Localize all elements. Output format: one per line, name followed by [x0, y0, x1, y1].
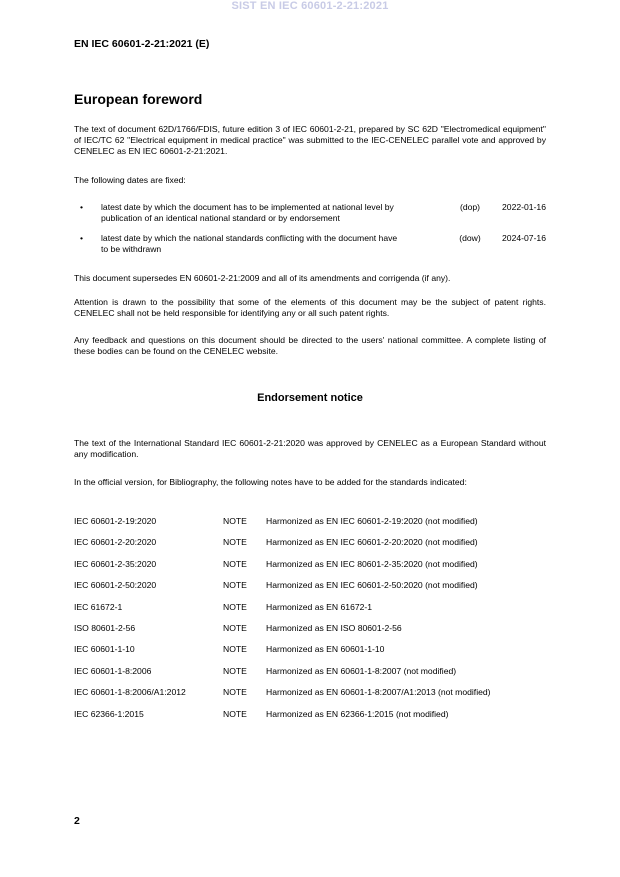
- standard-id: ISO 80601-2-56: [74, 622, 136, 633]
- standard-id: IEC 62366-1:2015: [74, 708, 144, 719]
- note-label: NOTE: [223, 580, 247, 591]
- foreword-paragraph-2: The following dates are fixed:: [74, 175, 186, 185]
- endorsement-title: Endorsement notice: [257, 392, 363, 404]
- date-item-code: (dow): [459, 233, 481, 243]
- harmonized-text: Harmonized as EN 60601-1-8:2007 (not modified): [266, 665, 457, 676]
- endorsement-paragraph-1: The text of the International Standard IEC 60601-2-21:2020 was approved by CENELEC as a European Standard without any modification.: [74, 438, 546, 459]
- standard-id: IEC 61672-1: [74, 601, 123, 612]
- endorsement-paragraph-2: In the official version, for Bibliography, the following notes have to be added for the standards indicated:: [74, 477, 467, 487]
- note-label: NOTE: [223, 558, 247, 569]
- harmonized-text: Harmonized as EN 61672-1: [266, 601, 373, 612]
- standard-id: IEC 60601-2-50:2020: [74, 580, 157, 591]
- standard-id: IEC 60601-2-20:2020: [74, 537, 157, 548]
- note-label: NOTE: [223, 537, 247, 548]
- standard-id: IEC 60601-1-8:2006: [74, 665, 152, 676]
- foreword-title: European foreword: [74, 91, 203, 107]
- harmonized-text: Harmonized as EN IEC 60601-2-20:2020 (not modified): [266, 537, 478, 548]
- date-item-code: (dop): [459, 202, 481, 212]
- harmonized-text: Harmonized as EN IEC 80601-2-35:2020 (not modified): [266, 558, 478, 569]
- harmonized-text: Harmonized as EN IEC 60601-2-19:2020 (not modified): [266, 516, 478, 526]
- bullet-icon: •: [80, 202, 84, 212]
- harmonized-text: Harmonized as EN 60601-1-8:2007/A1:2013 (not modified): [266, 687, 491, 698]
- foreword-paragraph-3: This document supersedes EN 60601-2-21:2009 and all of its amendments and corrigenda (if any).: [74, 273, 451, 283]
- standard-id: IEC 60601-1-10: [74, 644, 135, 655]
- date-item-date: 2024-07-16: [502, 233, 546, 243]
- foreword-paragraph-5: Any feedback and questions on this document should be directed to the users' national committee. A complete listing of these bodies can be found on the CENELEC website.: [74, 335, 546, 356]
- harmonized-text: Harmonized as EN IEC 60601-2-50:2020 (not modified): [266, 580, 478, 591]
- harmonized-text: Harmonized as EN 62366-1:2015 (not modified): [266, 708, 449, 719]
- foreword-paragraph-4: Attention is drawn to the possibility that some of the elements of this document may be the subject of patent rights. CENELEC shall not be held responsible for identifying any or all such patent rights.: [74, 297, 546, 318]
- note-label: NOTE: [223, 665, 247, 676]
- date-item-text: latest date by which the national standards conflicting with the document have to be withdrawn: [101, 233, 398, 254]
- note-label: NOTE: [223, 516, 247, 526]
- standard-id: IEC 60601-2-35:2020: [74, 558, 157, 569]
- date-item-text: latest date by which the document has to be implemented at national level by publication of an identical national standard or by endorsement: [101, 202, 394, 223]
- note-label: NOTE: [223, 622, 247, 633]
- standard-id: IEC 60601-1-8:2006/A1:2012: [74, 687, 186, 698]
- standard-id: IEC 60601-2-19:2020: [74, 516, 157, 526]
- document-header: EN IEC 60601-2-21:2021 (E): [74, 38, 210, 50]
- note-label: NOTE: [223, 601, 247, 612]
- watermark: SIST EN IEC 60601-2-21:2021: [231, 0, 389, 12]
- note-label: NOTE: [223, 687, 247, 698]
- page-number: 2: [74, 815, 80, 827]
- harmonized-text: Harmonized as EN ISO 80601-2-56: [266, 622, 402, 633]
- date-item-date: 2022-01-16: [502, 202, 546, 212]
- harmonized-text: Harmonized as EN 60601-1-10: [266, 644, 385, 655]
- foreword-paragraph-1: The text of document 62D/1766/FDIS, future edition 3 of IEC 60601-2-21, prepared by SC 62D "Electromedical equipment" of IEC/TC 62 "Electrical equipment in medical practice" was submitted to the IEC-CENELEC parallel vote and approved by CENELEC as EN IEC 60601-2-21:2021.: [74, 124, 546, 156]
- note-label: NOTE: [223, 644, 247, 655]
- note-label: NOTE: [223, 708, 247, 719]
- bullet-icon: •: [80, 233, 84, 243]
